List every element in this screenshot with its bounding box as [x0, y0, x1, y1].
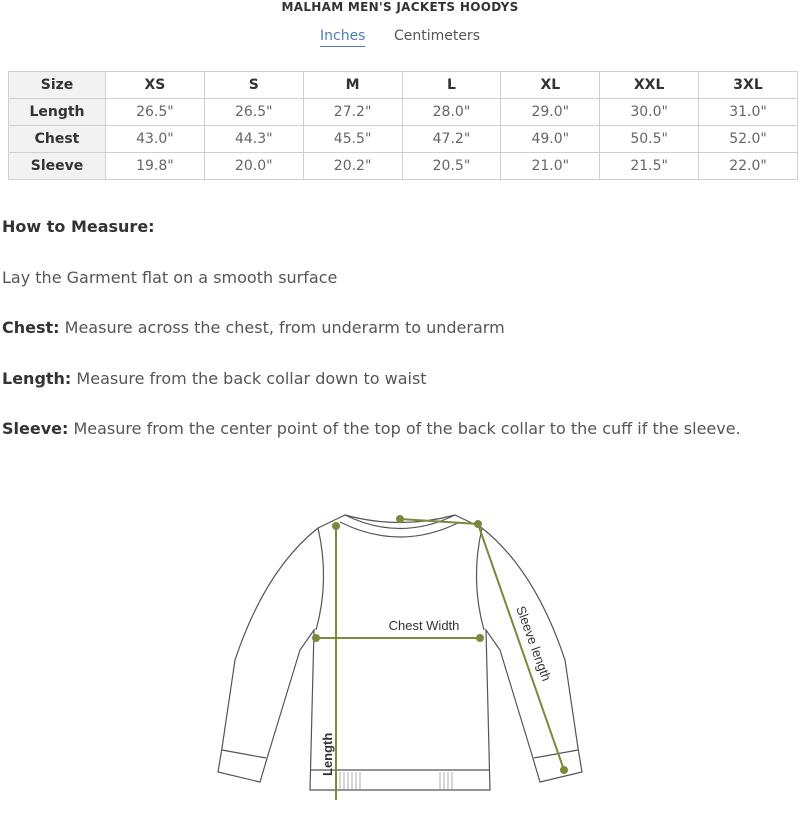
table-cell: 44.3"	[204, 126, 303, 153]
chest-instruction-text: Measure across the chest, from underarm to underarm	[59, 318, 505, 337]
table-cell: 30.0"	[600, 99, 699, 126]
sleeve-length-label: Sleeve length	[513, 603, 555, 684]
sleeve-instruction	[2, 419, 741, 438]
measure-intro: Lay the Garment flat on a smooth surface	[2, 268, 338, 287]
table-header-cell: Size	[9, 72, 106, 99]
table-cell: 52.0"	[699, 126, 798, 153]
table-cell: 19.8"	[106, 153, 205, 180]
collar-center-point	[396, 515, 404, 523]
sweatshirt-outline	[218, 515, 582, 790]
sweatshirt-measurement-diagram	[200, 500, 600, 821]
length-instruction-text: Measure from the back collar down to waist	[71, 369, 427, 388]
table-cell: 47.2"	[402, 126, 501, 153]
chest-left-point	[312, 634, 320, 642]
table-cell: 21.5"	[600, 153, 699, 180]
row-label: Sleeve	[9, 153, 106, 180]
table-cell: 50.5"	[600, 126, 699, 153]
chest-width-label: Chest Width	[388, 618, 460, 633]
table-cell: 20.0"	[204, 153, 303, 180]
chest-right-point	[476, 634, 484, 642]
table-header-cell: M	[303, 72, 402, 99]
table-header-cell: L	[402, 72, 501, 99]
table-header-cell: XL	[501, 72, 600, 99]
row-label: Length	[9, 99, 106, 126]
table-cell: 22.0"	[699, 153, 798, 180]
table-cell: 31.0"	[699, 99, 798, 126]
length-instruction-label: Length:	[2, 369, 72, 388]
table-cell: 45.5"	[303, 126, 402, 153]
table-header-cell: S	[204, 72, 303, 99]
table-row	[9, 153, 798, 180]
table-row	[9, 99, 798, 126]
chest-instruction	[2, 318, 505, 337]
shoulder-point	[474, 520, 482, 528]
page-title: MALHAM MEN'S JACKETS HOODYS	[281, 0, 519, 14]
size-chart-table	[8, 71, 798, 180]
tab-centimeters[interactable]: Centimeters	[393, 28, 480, 44]
tab-inches[interactable]: Inches	[320, 28, 365, 47]
table-header-cell: XS	[106, 72, 205, 99]
table-cell: 29.0"	[501, 99, 600, 126]
sleeve-length-line	[478, 524, 564, 770]
table-cell: 20.2"	[303, 153, 402, 180]
table-cell: 49.0"	[501, 126, 600, 153]
unit-tabs	[0, 28, 800, 47]
table-cell: 26.5"	[204, 99, 303, 126]
table-header-row	[9, 72, 798, 99]
chest-instruction-label: Chest:	[2, 318, 60, 337]
table-cell: 26.5"	[106, 99, 205, 126]
table-cell: 27.2"	[303, 99, 402, 126]
table-header-cell: 3XL	[699, 72, 798, 99]
row-label: Chest	[9, 126, 106, 153]
table-cell: 20.5"	[402, 153, 501, 180]
table-cell: 43.0"	[106, 126, 205, 153]
collar-to-shoulder-line	[400, 519, 478, 524]
table-cell: 21.0"	[501, 153, 600, 180]
sleeve-instruction-text: Measure from the center point of the top of the back collar to the cuff if the sleeve.	[68, 419, 741, 438]
table-cell: 28.0"	[402, 99, 501, 126]
length-label: Length	[320, 732, 335, 776]
hem-rib-lines	[340, 772, 452, 789]
length-top-point	[332, 522, 340, 530]
length-instruction	[2, 369, 427, 388]
how-to-measure-heading: How to Measure:	[2, 217, 155, 236]
sleeve-instruction-label: Sleeve:	[2, 419, 69, 438]
measurement-lines	[316, 519, 564, 800]
table-row	[9, 126, 798, 153]
cuff-point	[560, 766, 568, 774]
table-header-cell: XXL	[600, 72, 699, 99]
